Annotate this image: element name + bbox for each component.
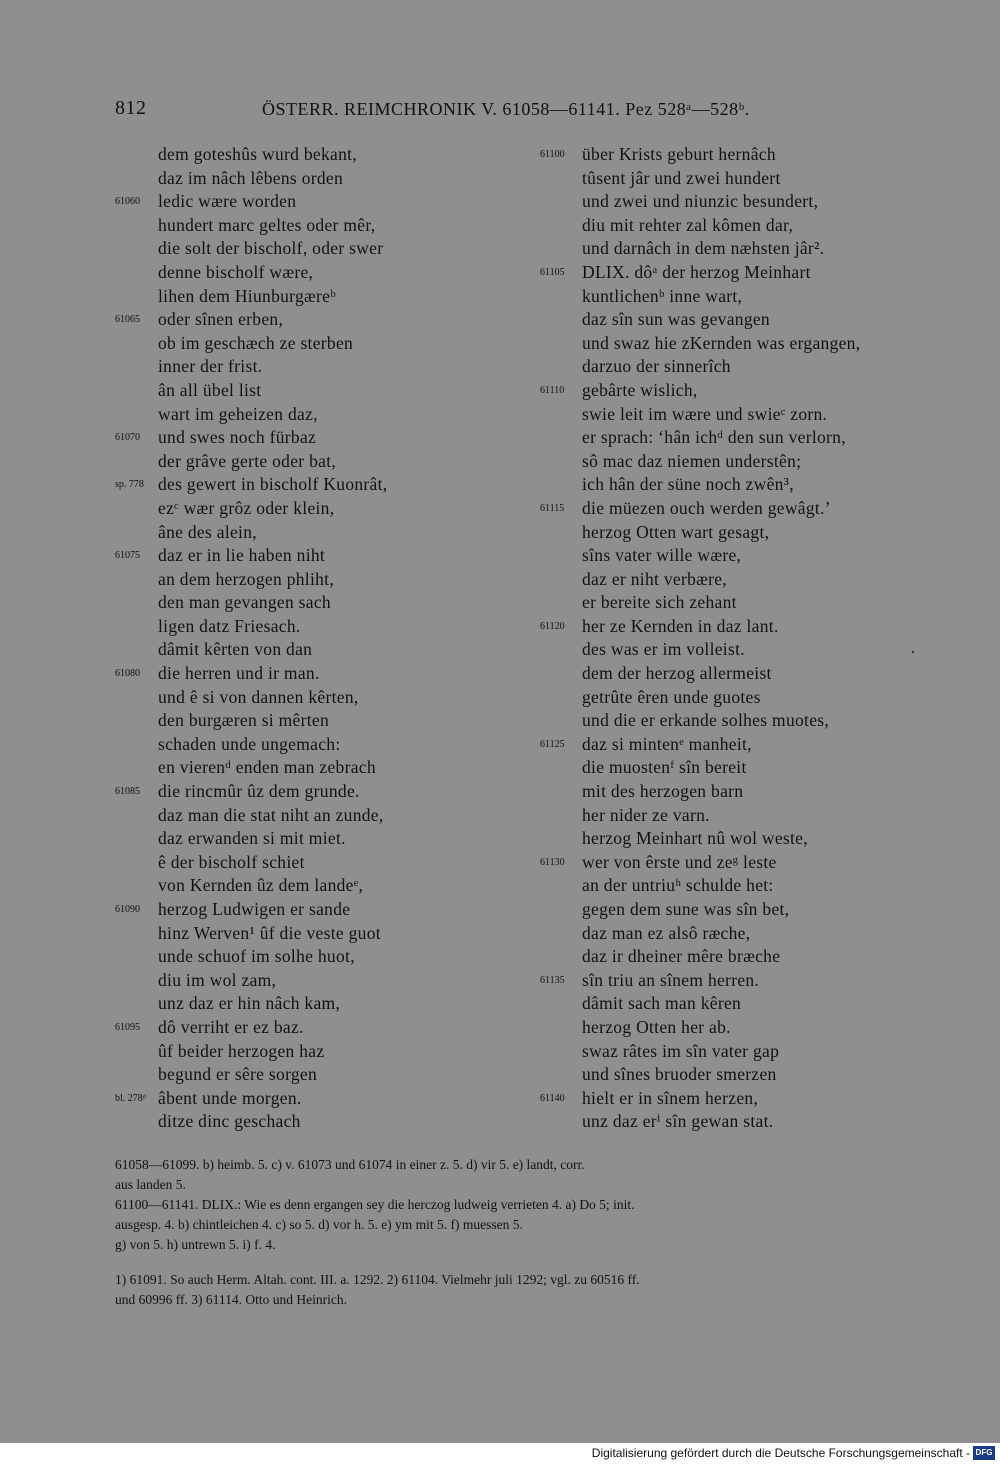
verse-text: oder sînen erben, [158, 309, 284, 330]
verse-line [115, 733, 495, 757]
verse-line [115, 1110, 495, 1134]
line-number: 61065 [115, 314, 140, 326]
line-number: 61105 [540, 266, 565, 278]
verse-line [540, 497, 960, 521]
verse-line [115, 332, 495, 356]
verse-text: begund er sêre sorgen [158, 1064, 318, 1085]
verse-line [540, 237, 960, 261]
verse-text: dâmit sach man kêren [582, 993, 742, 1014]
verse-text: und swaz hie zKernden was ergangen, [582, 332, 861, 353]
verse-line [540, 332, 960, 356]
verse-text: tûsent jâr und zwei hundert [582, 167, 781, 188]
verse-text: diu mit rehter zal kômen dar, [582, 214, 794, 235]
verse-line [115, 450, 495, 474]
verse-line [115, 237, 495, 261]
verse-line [115, 615, 495, 639]
verse-text: DLIX. dôᵃ der herzog Meinhart [582, 261, 811, 282]
verse-line [115, 497, 495, 521]
line-number: 61135 [540, 974, 565, 986]
verse-text: unz daz er hin nâch kam, [158, 993, 341, 1014]
line-number: 61070 [115, 432, 140, 444]
verse-text: unz daz erⁱ sîn gewan stat. [582, 1111, 774, 1132]
verse-text: dem der herzog allermeist [582, 663, 772, 684]
verse-text: daz ir dheiner mêre bræche [582, 946, 781, 967]
verse-text: diu im wol zam, [158, 969, 277, 990]
verse-text: sîns vater wille wære, [582, 545, 742, 566]
verse-line [115, 544, 495, 568]
verse-line [115, 874, 495, 898]
verse-text: âne des alein, [158, 521, 257, 542]
line-number: 61075 [115, 550, 140, 562]
verse-line [540, 1087, 960, 1111]
running-title: ÖSTERR. REIMCHRONIK V. 61058—61141. Pez 528ᵃ—528ᵇ. [262, 99, 750, 119]
verse-line [115, 922, 495, 946]
verse-text: ê der bischolf schiet [158, 851, 305, 872]
left-text-column [115, 143, 495, 1134]
verse-line [540, 662, 960, 686]
line-number: bl. 278ᵈ [115, 1092, 146, 1104]
verse-line [540, 403, 960, 427]
line-number: 61085 [115, 786, 140, 798]
verse-line [540, 426, 960, 450]
credit-bar [0, 1443, 1000, 1465]
line-number: 61095 [115, 1021, 140, 1033]
verse-line [540, 733, 960, 757]
verse-text: daz er niht verbære, [582, 568, 727, 589]
verse-line [540, 450, 960, 474]
verse-text: her nider ze varn. [582, 804, 710, 825]
verse-line [540, 780, 960, 804]
verse-text: hielt er in sînem herzen, [582, 1087, 759, 1108]
verse-line [115, 1040, 495, 1064]
verse-text: swaz râtes im sîn vater gap [582, 1040, 780, 1061]
verse-text: hundert marc geltes oder mêr, [158, 214, 376, 235]
verse-line [540, 167, 960, 191]
verse-line [540, 521, 960, 545]
verse-text: daz man ez alsô ræche, [582, 922, 751, 943]
verse-text: ezᶜ wær grôz oder klein, [158, 497, 335, 518]
line-number: 61120 [540, 620, 565, 632]
verse-line [540, 709, 960, 733]
footnote-line: 61100—61141. DLIX.: Wie es denn ergangen sey die herczog ludweig verrieten 4. a) Do 5; init. [115, 1197, 635, 1212]
verse-text: über Krists geburt hernâch [582, 144, 776, 164]
verse-text: daz sîn sun was gevangen [582, 309, 770, 330]
verse-line [115, 143, 495, 167]
verse-text: die muostenᶠ sîn bereit [582, 757, 747, 778]
verse-line [115, 355, 495, 379]
verse-line [540, 214, 960, 238]
verse-text: des gewert in bischolf Kuonrât, [158, 474, 388, 495]
verse-text: herzog Otten her ab. [582, 1016, 731, 1037]
verse-line [540, 143, 960, 167]
verse-text: swie leit im wære und swieᶜ zorn. [582, 403, 828, 424]
line-number: 61115 [540, 502, 565, 514]
verse-text: kuntlichenᵇ inne wart, [582, 285, 743, 306]
verse-text: unde schuof im solhe huot, [158, 946, 355, 967]
verse-line [115, 426, 495, 450]
verse-text: die rincmûr ûz dem grunde. [158, 781, 360, 802]
verse-line [540, 591, 960, 615]
verse-line [540, 804, 960, 828]
line-number: 61125 [540, 738, 565, 750]
footnotes-notes [115, 1270, 945, 1310]
verse-text: daz erwanden si mit miet. [158, 828, 346, 849]
verse-text: dô verriht er ez baz. [158, 1016, 304, 1037]
verse-text: âbent unde morgen. [158, 1087, 302, 1108]
verse-line [540, 969, 960, 993]
verse-text: schaden unde ungemach: [158, 733, 341, 754]
verse-line [540, 261, 960, 285]
verse-line [540, 308, 960, 332]
verse-text: gegen dem sune was sîn bet, [582, 899, 790, 919]
verse-text: und sînes bruoder smerzen [582, 1064, 777, 1085]
verse-line [115, 851, 495, 875]
verse-line [540, 1016, 960, 1040]
verse-text: mit des herzogen barn [582, 781, 744, 802]
line-number: sp. 778 [115, 479, 144, 491]
line-number: 61080 [115, 668, 140, 680]
verse-text: ûf beider herzogen haz [158, 1040, 325, 1061]
verse-text: den burgæren si mêrten [158, 710, 330, 731]
verse-line [115, 379, 495, 403]
verse-text: ob im geschæch ze sterben [158, 332, 354, 353]
verse-text: und die er erkande solhes muotes, [582, 710, 830, 731]
verse-text: denne bischolf wære, [158, 261, 314, 282]
verse-text: des was er im volleist. [582, 639, 745, 660]
verse-text: und ê si von dannen kêrten, [158, 686, 359, 707]
verse-line [115, 285, 495, 309]
verse-text: daz im nâch lêbens orden [158, 167, 344, 188]
verse-text: en vierenᵈ enden man zebrach [158, 757, 376, 778]
line-number: 61130 [540, 856, 565, 868]
verse-text: gebârte wislich, [582, 379, 698, 400]
verse-text: dâmit kêrten von dan [158, 639, 313, 660]
line-number: 61060 [115, 196, 140, 208]
verse-text: an der untriuʰ schulde het: [582, 875, 774, 896]
dfg-logo: DFG [973, 1446, 995, 1460]
verse-text: wart im geheizen daz, [158, 403, 318, 424]
verse-text: ich hân der süne noch zwên³, [582, 474, 794, 495]
verse-line [540, 1110, 960, 1134]
line-number: 61090 [115, 904, 140, 915]
verse-text: an dem herzogen phliht, [158, 568, 335, 589]
verse-line [540, 473, 960, 497]
verse-text: darzuo der sinnerîch [582, 356, 731, 377]
verse-line [115, 756, 495, 780]
page-number: 812 [115, 97, 147, 119]
verse-line [115, 638, 495, 662]
verse-text: ligen datz Friesach. [158, 615, 301, 636]
verse-line [115, 1063, 495, 1087]
verse-line [540, 190, 960, 214]
verse-text: hinz Werven¹ ûf die veste guot [158, 922, 381, 943]
footnote-line: 61058—61099. b) heimb. 5. c) v. 61073 und 61074 in einer z. 5. d) vir 5. e) landt, corr. [115, 1157, 585, 1172]
speck [912, 651, 914, 653]
line-number: 61140 [540, 1092, 565, 1104]
verse-line [115, 686, 495, 710]
verse-text: herzog Ludwigen er sande [158, 899, 351, 919]
verse-line [540, 992, 960, 1016]
verse-text: und swes noch fürbaz [158, 427, 317, 448]
verse-line [540, 686, 960, 710]
verse-text: lihen dem Hiunburgæreᵇ [158, 285, 336, 306]
verse-line [115, 214, 495, 238]
verse-line [540, 355, 960, 379]
verse-text: die herren und ir man. [158, 663, 320, 684]
verse-text: daz man die stat niht an zunde, [158, 804, 384, 825]
verse-line [115, 521, 495, 545]
verse-text: den man gevangen sach [158, 592, 331, 613]
verse-line [115, 945, 495, 969]
footnote-line: g) von 5. h) untrewn 5. i) f. 4. [115, 1237, 276, 1252]
verse-text: er sprach: ‘hân ichᵈ den sun verlorn, [582, 427, 846, 448]
verse-text: herzog Otten wart gesagt, [582, 521, 770, 542]
verse-line [115, 473, 495, 497]
verse-line [540, 379, 960, 403]
verse-line [540, 874, 960, 898]
verse-text: er bereite sich zehant [582, 592, 737, 613]
verse-line [115, 261, 495, 285]
page-header [115, 97, 945, 123]
verse-text: her ze Kernden in daz lant. [582, 615, 779, 636]
verse-text: der grâve gerte oder bat, [158, 450, 337, 471]
verse-text: inner der frist. [158, 356, 263, 377]
verse-text: herzog Meinhart nû wol weste, [582, 828, 808, 849]
verse-line [540, 898, 960, 922]
verse-line [115, 167, 495, 191]
verse-line [115, 804, 495, 828]
credit-text: Digitalisierung gefördert durch die Deutsche Forschungsgemeinschaft - [591, 1446, 970, 1460]
footnote-line: aus landen 5. [115, 1177, 186, 1192]
line-number: 61100 [540, 149, 565, 160]
verse-line [115, 709, 495, 733]
footnote-line: und 60996 ff. 3) 61114. Otto und Heinrich. [115, 1292, 347, 1307]
verse-text: die solt der bischolf, oder swer [158, 238, 384, 259]
verse-line [540, 922, 960, 946]
verse-line [115, 403, 495, 427]
footnote-line: 1) 61091. So auch Herm. Altah. cont. III. a. 1292. 2) 61104. Vielmehr juli 1292; vgl. zu 60516 ff. [115, 1272, 640, 1287]
verse-text: sîn triu an sînem herren. [582, 969, 760, 990]
verse-line [115, 898, 495, 922]
verse-line [540, 756, 960, 780]
verse-text: daz si mintenᵉ manheit, [582, 733, 752, 754]
verse-line [115, 992, 495, 1016]
verse-line [540, 1063, 960, 1087]
verse-line [115, 190, 495, 214]
right-text-column [540, 143, 960, 1134]
verse-line [115, 1016, 495, 1040]
verse-text: ledic wære worden [158, 191, 297, 212]
verse-text: ditze dinc geschach [158, 1111, 301, 1132]
verse-line [115, 591, 495, 615]
verse-text: ân all übel list [158, 379, 262, 400]
verse-line [540, 544, 960, 568]
verse-text: dem goteshûs wurd bekant, [158, 144, 357, 164]
footnote-line: ausgesp. 4. b) chintleichen 4. c) so 5. d) vor h. 5. e) ym mit 5. f) muessen 5. [115, 1217, 523, 1232]
verse-line [115, 780, 495, 804]
verse-line [115, 568, 495, 592]
verse-text: wer von êrste und zeᵍ leste [582, 851, 777, 872]
verse-text: und zwei und niunzic besundert, [582, 191, 819, 212]
verse-line [115, 662, 495, 686]
verse-text: sô mac daz niemen understên; [582, 450, 802, 471]
verse-line [540, 568, 960, 592]
verse-line [115, 827, 495, 851]
footnotes-variants [115, 1155, 945, 1255]
verse-line [540, 638, 960, 662]
verse-line [540, 615, 960, 639]
verse-text: getrûte êren unde guotes [582, 686, 761, 707]
verse-line [115, 969, 495, 993]
verse-line [540, 1040, 960, 1064]
verse-line [540, 285, 960, 309]
verse-text: von Kernden ûz dem landeᵉ, [158, 875, 364, 896]
line-number: 61110 [540, 384, 565, 396]
verse-text: daz er in lie haben niht [158, 545, 326, 566]
verse-line [540, 827, 960, 851]
verse-line [115, 308, 495, 332]
verse-text: und darnâch in dem næhsten jâr². [582, 238, 825, 259]
verse-text: die müezen ouch werden gewâgt.’ [582, 497, 831, 518]
verse-line [540, 851, 960, 875]
verse-line [540, 945, 960, 969]
verse-line [115, 1087, 495, 1111]
